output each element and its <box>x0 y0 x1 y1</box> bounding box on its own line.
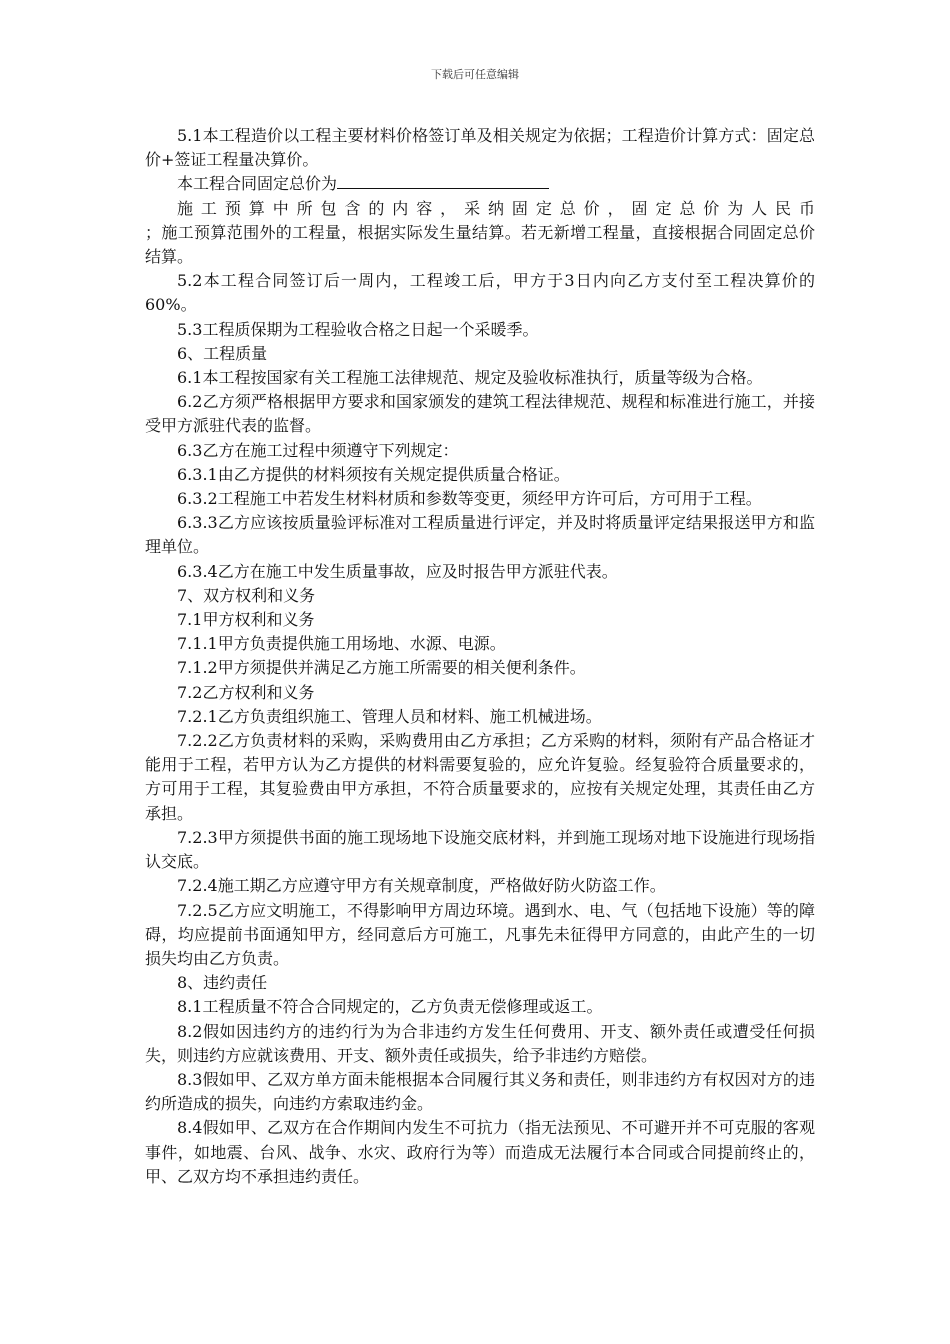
clause-8-1: 8.1工程质量不符合合同规定的，乙方负责无偿修理或返工。 <box>177 997 603 1017</box>
clause-6-2: 6.2乙方须严格根据甲方要求和国家颁发的建筑工程法律规范、规程和标准进行施工，并接受甲方派驻代表的监督。 <box>145 392 815 436</box>
clause-8-2: 8.2假如因违约方的违约行为为合非违约方发生任何费用、开支、额外责任或遭受任何损失，则违约方应就该费用、开支、额外责任或损失，给予非违约方赔偿。 <box>145 1021 815 1065</box>
clause-7-2: 7.2乙方权利和义务 <box>177 682 315 702</box>
clause-7-2-4: 7.2.4施工期乙方应遵守甲方有关规章制度，严格做好防火防盗工作。 <box>177 876 666 896</box>
clause-5-1: 5.1本工程造价以工程主要材料价格签订单及相关规定为依据；工程造价计算方式：固定总价+签证工程量决算价。 <box>145 126 815 170</box>
clause-8-4: 8.4假如甲、乙双方在合作期间内发生不可抗力（指无法预见、不可避开并不可克服的客观事件，如地震、台风、战争、水灾、政府行为等）而造成无法履行本合同或合同提前终止的，甲、乙双方均不承担违约责任。 <box>145 1118 815 1186</box>
clause-7-2-5: 7.2.5乙方应文明施工，不得影响甲方周边环境。遇到水、电、气（包括地下设施）等的障碍，均应提前书面通知甲方，经同意后方可施工，凡事先未征得甲方同意的，由此产生的一切损失均由乙方负责。 <box>145 900 815 968</box>
section-8-heading: 8、违约责任 <box>177 973 268 993</box>
clause-6-3-1: 6.3.1由乙方提供的材料须按有关规定提供质量合格证。 <box>177 464 570 484</box>
contract-total-price-line <box>145 172 815 196</box>
clause-6-1: 6.1本工程按国家有关工程施工法律规范、规定及验收标准执行，质量等级为合格。 <box>177 368 763 388</box>
clause-7-2-1: 7.2.1乙方负责组织施工、管理人员和材料、施工机械进场。 <box>177 706 602 726</box>
clause-5-2: 5.2本工程合同签订后一周内，工程竣工后，甲方于3日内向乙方支付至工程决算价的60%。 <box>145 271 815 315</box>
section-6-heading: 6、工程质量 <box>177 343 268 363</box>
clause-6-3: 6.3乙方在施工过程中须遵守下列规定： <box>177 440 459 460</box>
clause-6-3-4: 6.3.4乙方在施工中发生质量事故，应及时报告甲方派驻代表。 <box>177 561 618 581</box>
clause-7-2-2: 7.2.2乙方负责材料的采购，采购费用由乙方承担；乙方采购的材料，须附有产品合格证才能用于工程，若甲方认为乙方提供的材料需要复验的，应允许复验。经复验符合质量要求的，方可用于工程，其复验费由甲方承担，不符合质量要求的，应按有关规定处理，其责任由乙方承担。 <box>145 731 815 823</box>
budget-content-line: 施 工 预 算 中 所 包 含 的 内 容 ， 采 纳 固 定 总 价 ， 固 定 总 价 为 人 民 币 <box>177 198 815 218</box>
clause-7-2-3: 7.2.3甲方须提供书面的施工现场地下设施交底材料，并到施工现场对地下设施进行现场指认交底。 <box>145 827 815 872</box>
clause-7-1: 7.1甲方权利和义务 <box>177 610 315 630</box>
clause-6-3-3: 6.3.3乙方应该按质量验评标准对工程质量进行评定，并及时将质量评定结果报送甲方和监理单位。 <box>145 513 815 557</box>
clause-8-3: 8.3假如甲、乙双方单方面未能根据本合同履行其义务和责任，则非违约方有权因对方的违约所造成的损失，向违约方索取违约金。 <box>145 1069 815 1114</box>
clause-7-1-1: 7.1.1甲方负责提供施工用场地、水源、电源。 <box>177 634 506 654</box>
section-7-heading: 7、双方权利和义务 <box>177 585 316 605</box>
total-price-blank <box>337 172 549 189</box>
clause-7-1-2: 7.1.2甲方须提供并满足乙方施工所需要的相关便利条件。 <box>177 658 586 678</box>
clause-6-3-2: 6.3.2工程施工中若发生材料材质和参数等变更，须经甲方许可后，方可用于工程。 <box>177 489 762 509</box>
contract-total-price-label: 本工程合同固定总价为 <box>177 174 338 194</box>
clause-5-3: 5.3工程质保期为工程验收合格之日起一个采暖季。 <box>177 319 539 339</box>
budget-settlement-text: ；施工预算范围外的工程量，根据实际发生量结算。若无新增工程量，直接根据合同固定总价结算。 <box>145 222 815 267</box>
page-header: 下载后可任意编辑 <box>431 68 519 81</box>
document-body <box>145 124 815 1189</box>
